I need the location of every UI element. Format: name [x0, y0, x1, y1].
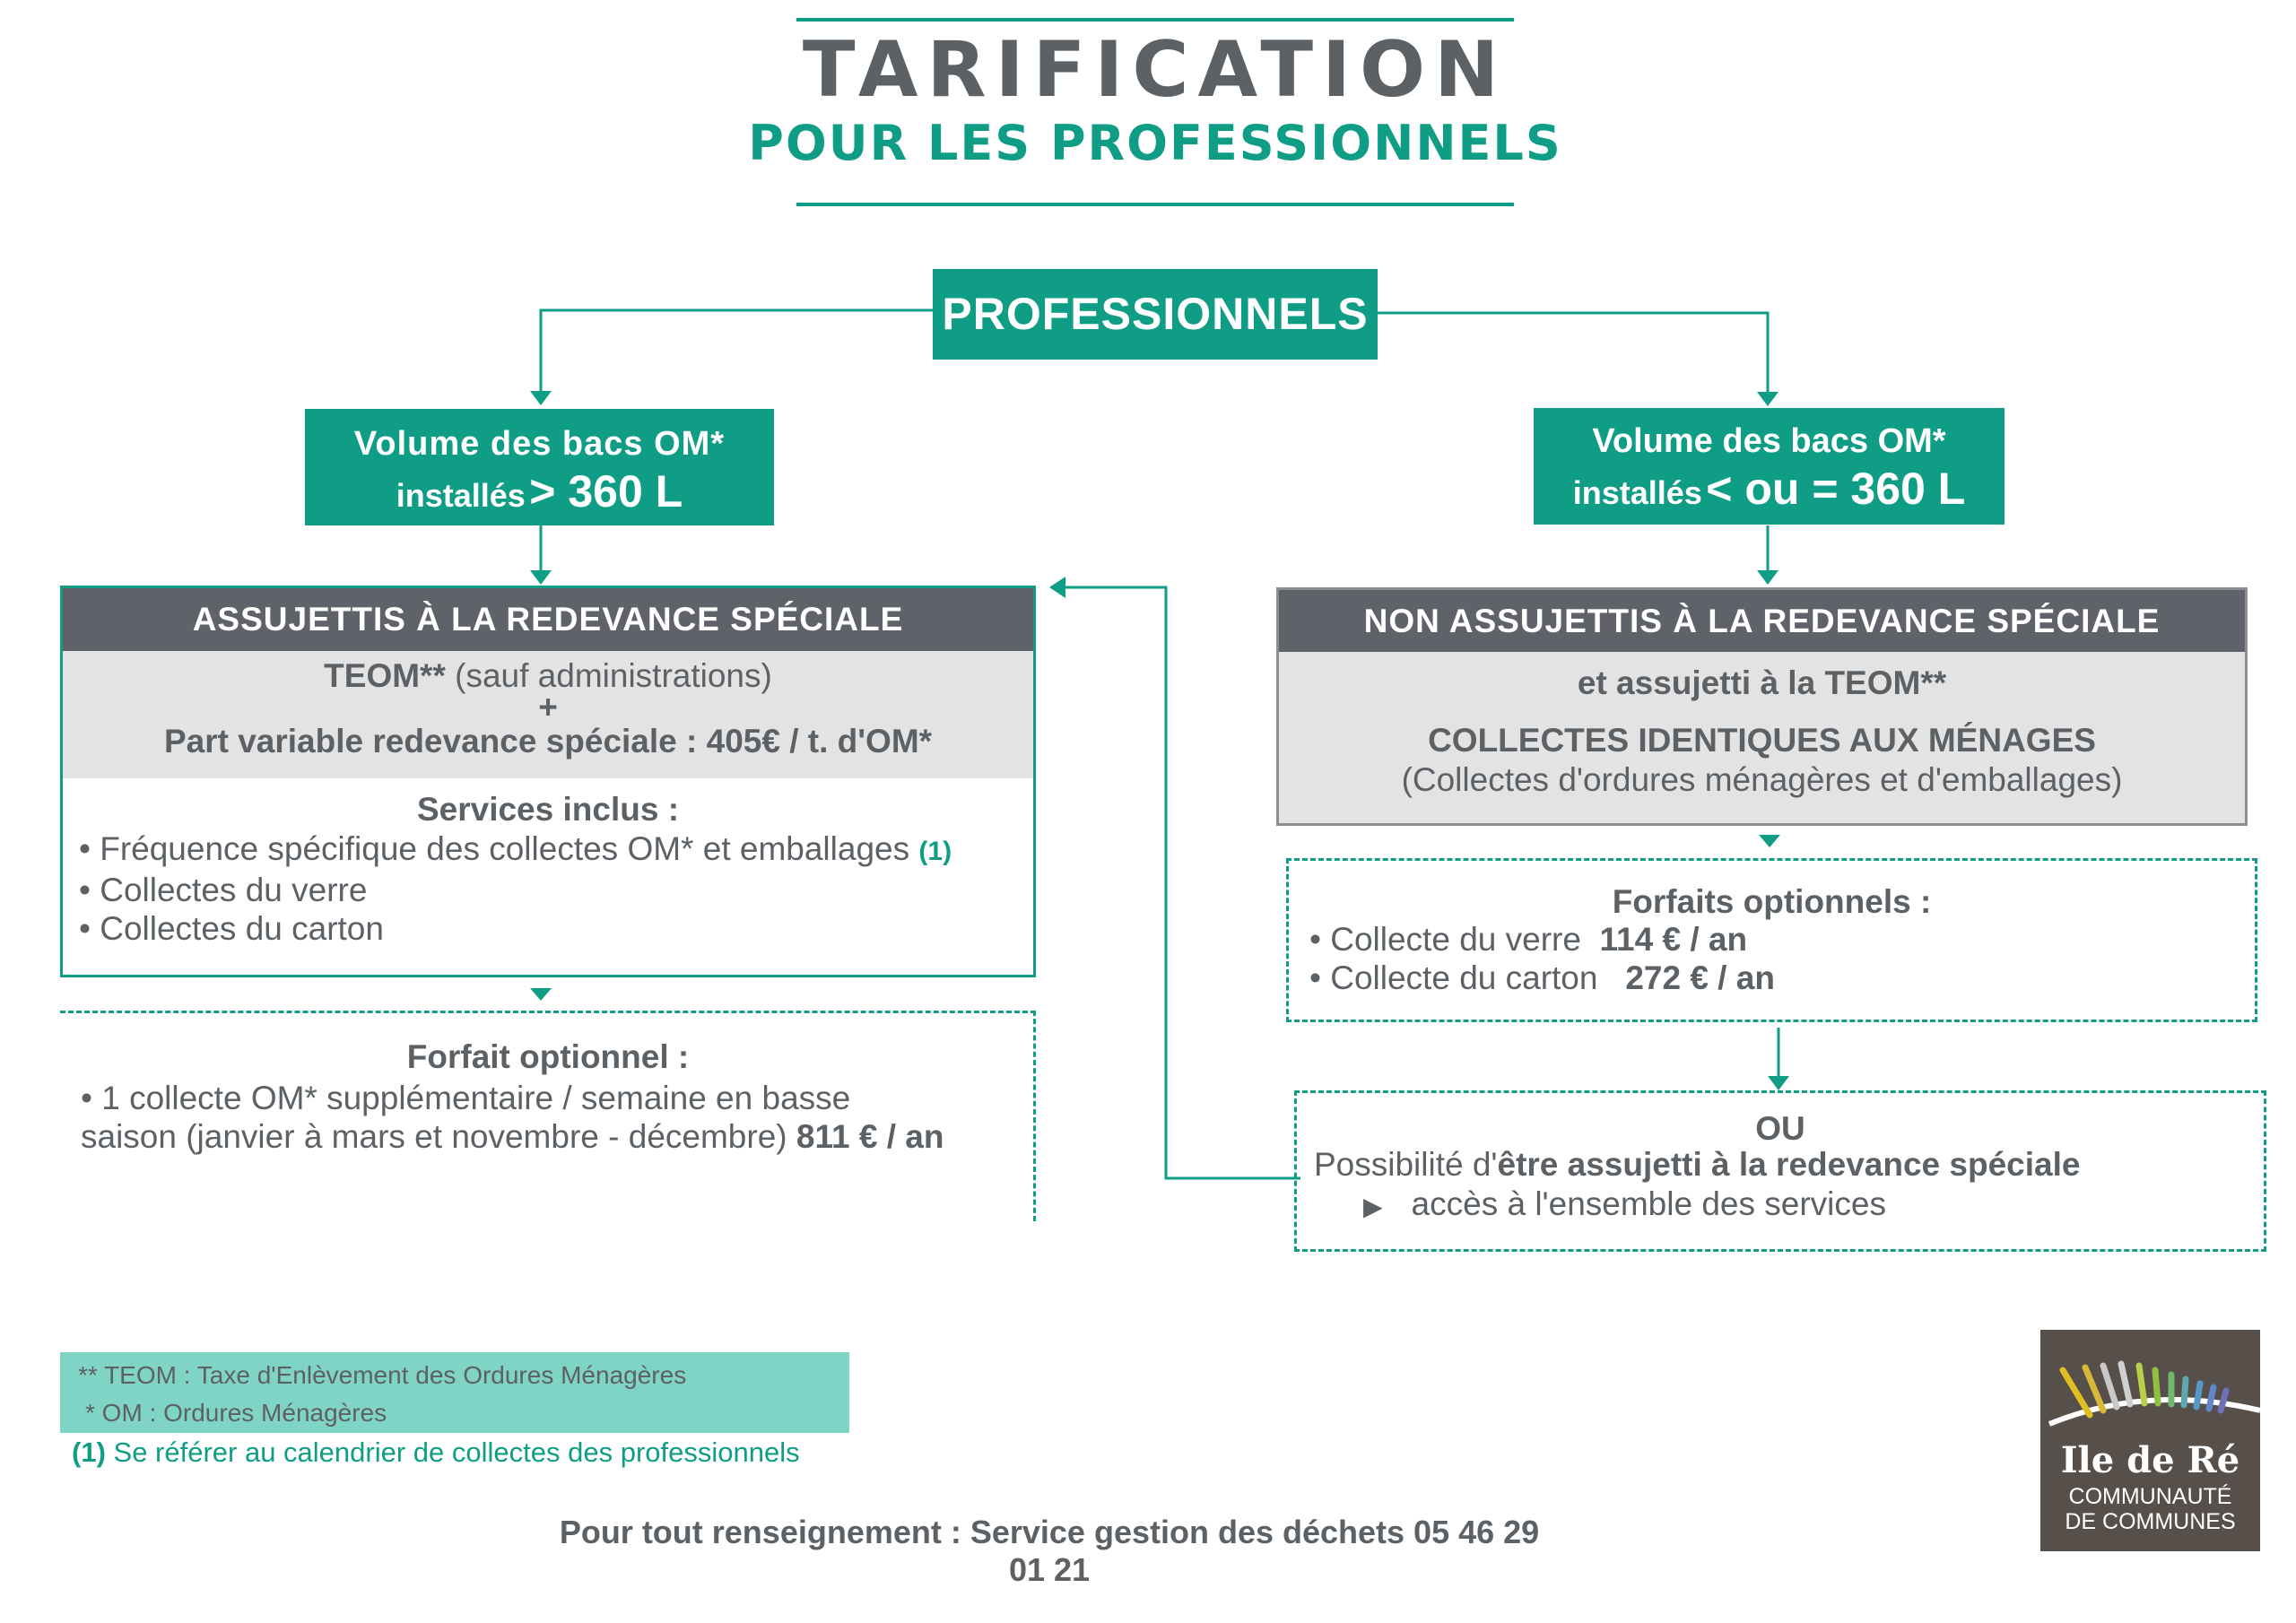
possibilite-line: Possibilité d'être assujetti à la redevance spéciale — [1314, 1146, 2081, 1183]
volume-right-line1: Volume des bacs OM* — [1592, 422, 1946, 460]
forfait-optionnel-text — [81, 1079, 1031, 1156]
acces-line: ▶ accès à l'ensemble des services — [1363, 1185, 1886, 1222]
legend-box — [60, 1352, 849, 1433]
services-list — [79, 829, 1039, 948]
ou-label: OU — [1755, 1110, 1805, 1147]
services-title: Services inclus : — [416, 791, 680, 828]
arrow-left-box — [530, 570, 552, 585]
root-professionnels-box — [933, 269, 1378, 360]
forfaits-optionnels-title: Forfaits optionnels : — [1612, 883, 1932, 920]
connector-root-right — [1378, 313, 1768, 394]
non-assujettis-header: NON ASSUJETTIS À LA REDEVANCE SPÉCIALE — [1279, 590, 2245, 652]
legend-teom: ** TEOM : Taxe d'Enlèvement des Ordures Ménagères — [78, 1361, 687, 1389]
list-item: • Collectes du verre — [79, 872, 368, 908]
forfait-optionnel-title: Forfait optionnel : — [406, 1038, 690, 1075]
list-item: • Fréquence spécifique des collectes OM* et emballages (1) — [79, 830, 952, 867]
assujettis-header: ASSUJETTIS À LA REDEVANCE SPÉCIALE — [63, 588, 1033, 651]
forfait-line-2: saison (janvier à mars et novembre - décembre) — [81, 1118, 787, 1155]
arrow-right-ou — [1768, 1076, 1789, 1090]
volume-right-box — [1534, 408, 2005, 525]
volume-left-value: > 360 L — [529, 466, 683, 516]
logo-line1: COMMUNAUTÉ — [2068, 1484, 2232, 1509]
forfait-price: 811 € / an — [796, 1118, 944, 1155]
arrow-back-left — [1049, 577, 1065, 598]
teom-line: et assujetti à la TEOM** — [1577, 664, 1947, 701]
volume-left-line1: Volume des bacs OM* — [353, 425, 726, 463]
assujettis-teom-block — [63, 651, 1033, 778]
page-title: TARIFICATION — [802, 25, 1509, 115]
triangle-right-icon: ▶ — [1363, 1193, 1383, 1220]
note-ref: (1) — [918, 837, 952, 866]
ile-de-re-logo — [2040, 1330, 2260, 1551]
legend-note: (1) Se référer au calendrier de collectes des professionnels — [72, 1436, 800, 1468]
collectes-title: COLLECTES IDENTIQUES AUX MÉNAGES — [1428, 722, 2096, 759]
page-subtitle: POUR LES PROFESSIONNELS — [748, 115, 1562, 171]
forfaits-optionnels-list — [1309, 920, 2242, 997]
arrow-left-forfait — [530, 988, 552, 1001]
list-item: • Collectes du carton — [79, 910, 384, 947]
list-item: • Collecte du verre 114 € / an — [1309, 921, 1748, 958]
volume-left-box — [305, 409, 774, 525]
teom-label: TEOM** — [324, 657, 446, 694]
connector-ou-back — [1057, 587, 1300, 1178]
contact-line: Pour tout renseignement : Service gestion des déchets 05 46 29 01 21 — [559, 1514, 1540, 1588]
forfait-line-1: • 1 collecte OM* supplémentaire / semaine en basse — [81, 1080, 851, 1116]
legend-om: * OM : Ordures Ménagères — [85, 1399, 387, 1427]
collectes-sub: (Collectes d'ordures ménagères et d'emballages) — [1401, 761, 2123, 798]
connector-root-left — [541, 310, 933, 393]
volume-left-prefix: installés — [396, 477, 526, 514]
plus-sign: + — [538, 689, 558, 725]
arrow-left-volume — [530, 391, 552, 405]
non-assujettis-content — [1279, 652, 2245, 823]
volume-right-prefix: installés — [1572, 474, 1702, 511]
arrow-right-forfait-top — [1759, 835, 1780, 847]
logo-stripes-icon — [2040, 1330, 2260, 1428]
arrow-right-box — [1757, 570, 1779, 585]
logo-line2: DE COMMUNES — [2065, 1509, 2236, 1534]
logo-name: Ile de Ré — [2060, 1439, 2240, 1481]
volume-right-value: < ou = 360 L — [1706, 464, 1966, 514]
list-item: • Collecte du carton 272 € / an — [1309, 959, 1775, 996]
arrow-right-volume — [1757, 392, 1779, 406]
part-variable: Part variable redevance spéciale : 405€ / t. d'OM* — [163, 723, 933, 759]
teom-exception: (sauf administrations) — [455, 657, 772, 694]
root-label: PROFESSIONNELS — [942, 289, 1369, 339]
